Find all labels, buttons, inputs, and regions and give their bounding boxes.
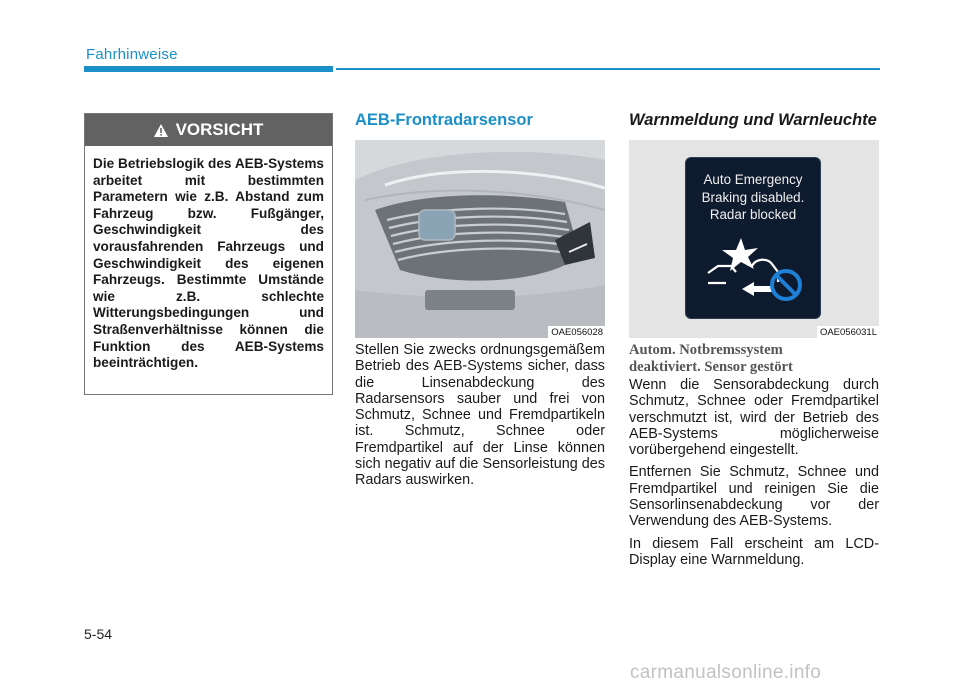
caution-text: Die Betriebslogik des AEB-Systems arbeitet mit bestimmten Parametern wie z.B. Abstand zum Fahrzeug bzw. Fußgänger, Geschwindigkeit des vorausfahrenden Fahrzeugs und Geschwindigkeit des eigenen Fahrzeugs. Bestimmte Umstände wie z.B. schlechte Witterungsbedingungen und Straßenverhältnisse können die Funktion des AEB-Systems beeinträchtigen. <box>93 156 324 371</box>
front-radar-photo <box>355 140 605 338</box>
photo-caption: OAE056028 <box>548 326 605 338</box>
lcd-image-caption: OAE056031L <box>817 326 879 338</box>
warning-subheading <box>629 342 879 375</box>
section-label: Fahrhinweise <box>86 46 178 63</box>
lcd-line: Auto Emergency <box>703 172 803 187</box>
collision-warning-icon <box>686 158 820 318</box>
warning-paragraphs <box>629 377 879 574</box>
subheading-line: Autom. Notbremssystem <box>629 342 783 358</box>
paragraph: Entfernen Sie Schmutz, Schnee und Fremdpartikel und reinigen Sie die Sensorlinsenabdeckung vor der Verwendung des AEB-Systems. <box>629 464 879 530</box>
lcd-line: Radar blocked <box>709 207 797 222</box>
aeb-sensor-paragraph <box>355 342 605 495</box>
header-rule-thick <box>84 66 333 72</box>
caution-box <box>84 113 333 395</box>
paragraph: Stellen Sie zwecks ordnungsgemäßem Betrieb des AEB-Systems sicher, dass die Linsenabdeckung des Radarsensors sauber und frei von Schmutz, Schnee und Fremdpartikeln ist. Schmutz, Schnee oder Fremdpartikel auf der Linse können sich negativ auf die Sensorleistung des Radars auswirken. <box>355 342 605 489</box>
lcd-warning-image <box>629 140 879 338</box>
watermark: carmanualsonline.info <box>630 662 822 683</box>
paragraph: In diesem Fall erscheint am LCD-Display eine Warnmeldung. <box>629 535 879 568</box>
lcd-line: Braking disabled. <box>701 189 805 205</box>
header-rule-thin <box>336 68 880 70</box>
paragraph: Wenn die Sensorabdeckung durch Schmutz, Schnee oder Fremdpartikel verschmutzt ist, wird der Betrieb des AEB-Systems möglicherweise vorübergehend eingestellt. <box>629 377 879 459</box>
page-number: 5-54 <box>84 626 113 642</box>
caution-title: VORSICHT <box>175 120 264 139</box>
aeb-sensor-title: AEB-Frontradarsensor <box>355 111 533 129</box>
lcd-display <box>685 157 821 319</box>
car-front-illustration <box>355 140 605 338</box>
warning-triangle-icon <box>154 124 168 137</box>
subheading-line: deaktiviert. Sensor gestört <box>629 358 793 375</box>
caution-header <box>85 114 332 146</box>
warning-section-title: Warnmeldung und Warnleuchte <box>629 111 877 129</box>
